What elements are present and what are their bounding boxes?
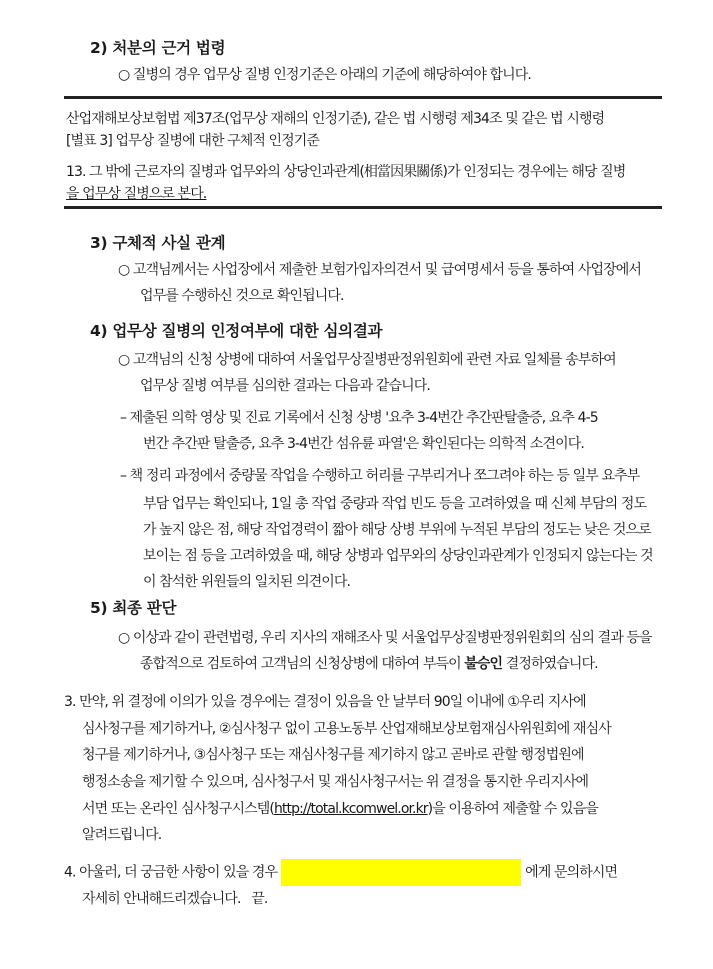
- finding-item-cont: 이 참석한 위원들의 일치된 의견이다.: [143, 574, 351, 590]
- section-5-bullet: ○ 이상과 같이 관련법령, 우리 지사의 재해조사 및 서울업무상질병판정위원회의 심의 결과 등을: [118, 630, 652, 646]
- appeal-text-line: 청구를 제기하거나, ③심사청구 또는 재심사청구를 제기하지 않고 곧바로 관할 행정법원에: [82, 747, 584, 763]
- redacted-contact-highlight: [281, 859, 521, 886]
- decision-text-end: 결정하였습니다.: [502, 656, 598, 672]
- closing-text: 자세히 안내해드리겠습니다. 끝.: [82, 891, 268, 907]
- law-text-line: [별표 3] 업무상 질병에 대한 구체적 인정기준: [66, 133, 320, 149]
- finding-item: – 제출된 의학 영상 및 진료 기록에서 신청 상병 '요추 3-4번간 추간판탈출증, 요추 4-5: [120, 410, 598, 426]
- box-top-rule: [64, 96, 662, 99]
- appeal-text-line: 심사청구를 제기하거나, ②심사청구 없이 고용노동부 산업재해보상보험재심사위원회에 재심사: [82, 721, 611, 737]
- section-4-bullet-cont: 업무상 질병 여부를 심의한 결과는 다음과 같습니다.: [140, 378, 430, 394]
- finding-item: – 책 정리 과정에서 중량물 작업을 수행하고 허리를 구부리거나 쪼그려야 하는 등 일부 요추부: [120, 468, 640, 484]
- finding-item-cont: 번간 추간판 탈출증, 요추 3-4번간 섬유륜 파열'은 확인된다는 의학적 소견이다.: [143, 436, 584, 452]
- section-4-bullet: ○ 고객님의 신청 상병에 대하여 서울업무상질병판정위원회에 관련 자료 일체를 송부하여: [118, 352, 616, 368]
- law-text-line: 을 업무상 질병으로 본다.: [66, 186, 207, 202]
- contact-text-end: 에게 문의하시면: [525, 864, 618, 881]
- contact-text: 4. 아울러, 더 궁금한 사항이 있을 경우: [64, 864, 278, 881]
- section-5-bullet-cont: [140, 654, 598, 674]
- section-2-bullet: ○ 질병의 경우 업무상 질병 인정기준은 아래의 기준에 해당하여야 합니다.: [118, 67, 531, 83]
- appeal-text: )을 이용하여 제출할 수 있음을: [427, 801, 598, 817]
- appeal-text: 서면 또는 온라인 심사청구시스템(: [82, 801, 274, 817]
- finding-item-cont: 가 높지 않은 점, 해당 작업경력이 짧아 해당 상병 부위에 누적된 부담의 정도는 낮은 것으로: [143, 522, 651, 538]
- section-4-heading: 4) 업무상 질병의 인정여부에 대한 심의결과: [90, 322, 383, 340]
- box-bottom-rule: [64, 206, 662, 209]
- appeal-text-line: [82, 799, 598, 819]
- section-3-heading: 3) 구체적 사실 관계: [90, 234, 226, 252]
- decision-text: 종합적으로 검토하여 고객님의 신청상병에 대하여 부득이: [140, 656, 465, 672]
- section-3-bullet-cont: 업무를 수행하신 것으로 확인됩니다.: [140, 288, 344, 304]
- law-text-line: 13. 그 밖에 근로자의 질병과 업무와의 상당인과관계(相當因果關係)가 인정되는 경우에는 해당 질병: [66, 164, 626, 180]
- contact-line: [64, 859, 617, 887]
- appeal-system-link[interactable]: http://total.kcomwel.or.kr: [273, 801, 428, 817]
- appeal-text-line: 행정소송을 제기할 수 있으며, 심사청구서 및 재심사청구서는 위 결정을 통지한 우리지사에: [82, 774, 589, 790]
- section-5-heading: 5) 최종 판단: [90, 599, 177, 617]
- decision-result: 불승인: [464, 656, 503, 672]
- finding-item-cont: 보이는 점 등을 고려하였을 때, 해당 상병과 업무와의 상당인과관계가 인정되지 않는다는 것: [143, 548, 653, 564]
- section-2-heading: 2) 처분의 근거 법령: [90, 39, 226, 57]
- appeal-text-line: 3. 만약, 위 결정에 이의가 있을 경우에는 결정이 있음을 안 날부터 90일 이내에 ①우리 지사에: [64, 694, 586, 710]
- appeal-text-line: 알려드립니다.: [82, 827, 162, 843]
- section-3-bullet: ○ 고객님께서는 사업장에서 제출한 보험가입자의견서 및 급여명세서 등을 통하여 사업장에서: [118, 262, 641, 278]
- finding-item-cont: 부담 업무는 확인되나, 1일 총 작업 중량과 작업 빈도 등을 고려하였을 때 신체 부담의 정도: [143, 496, 647, 512]
- law-text-line: 산업재해보상보험법 제37조(업무상 재해의 인정기준), 같은 법 시행령 제34조 및 같은 법 시행령: [66, 111, 605, 127]
